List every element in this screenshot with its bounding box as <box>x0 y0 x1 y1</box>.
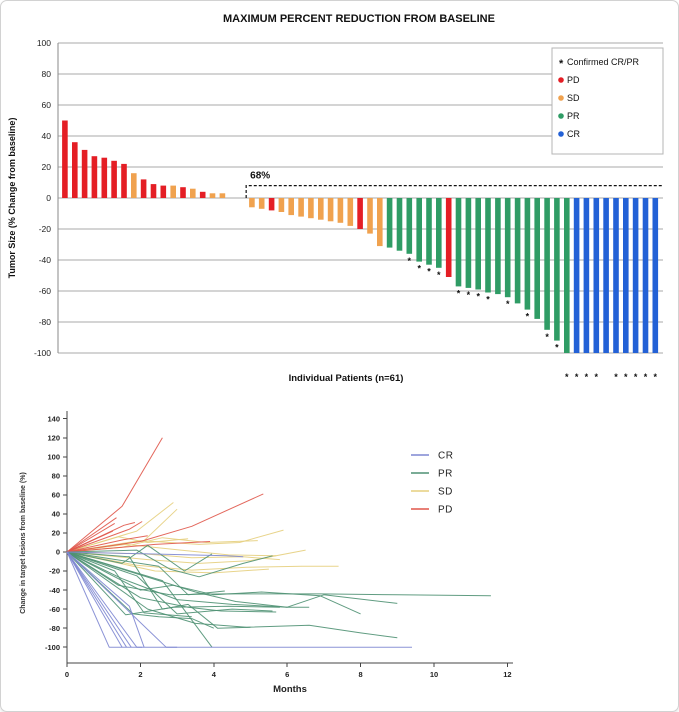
patient-bar-sd <box>338 198 344 223</box>
spider-legend <box>411 451 453 516</box>
patient-bar-sd <box>131 173 137 198</box>
annotation-text: 68% <box>250 170 271 182</box>
y-tick-label: 120 <box>47 433 60 443</box>
patient-bar-sd <box>249 198 255 207</box>
patient-bar-pd <box>102 158 108 198</box>
patient-bar-sd <box>259 198 265 209</box>
confirmed-asterisk: * <box>525 311 530 322</box>
y-tick-label: -60 <box>38 286 51 296</box>
confirmed-asterisk: * <box>653 372 658 382</box>
y-tick-label: 40 <box>41 131 51 141</box>
legend-asterisk-icon: * <box>559 58 564 70</box>
y-tick-label: -20 <box>49 566 60 576</box>
patient-bar-sd <box>298 198 304 217</box>
patient-bar-pd <box>200 192 206 198</box>
patient-bar-sd <box>318 198 324 220</box>
patient-bar-sd <box>288 198 294 215</box>
legend-label: PD <box>438 504 453 516</box>
confirmed-asterisk: * <box>574 372 579 382</box>
legend-dot-icon <box>558 113 564 119</box>
patient-bar-pd <box>357 198 363 229</box>
confirmed-asterisk: * <box>407 255 412 266</box>
patient-bar-pd <box>72 142 78 198</box>
patient-bar-pr <box>485 198 491 293</box>
patient-bar-pd <box>151 184 157 198</box>
y-tick-label: -100 <box>44 642 60 652</box>
confirmed-asterisk: * <box>456 288 461 299</box>
annotation-dashed-line <box>246 186 663 198</box>
confirmed-asterisk: * <box>417 263 421 274</box>
patient-bar-sd <box>220 193 226 198</box>
y-tick-label: -100 <box>33 348 51 358</box>
patient-bar-pr <box>426 198 432 265</box>
x-tick-label: 6 <box>285 670 290 679</box>
x-tick-label: 2 <box>138 670 143 679</box>
confirmed-asterisk: * <box>624 372 628 382</box>
x-tick-label: 10 <box>429 670 439 679</box>
confirmed-asterisk: * <box>427 266 431 277</box>
y-tick-label: 80 <box>51 471 60 481</box>
patient-bar-pr <box>475 198 481 290</box>
patient-bar-sd <box>308 198 314 218</box>
y-tick-label: -40 <box>38 255 51 265</box>
patient-bar-pr <box>534 198 540 319</box>
y-tick-label: 20 <box>51 528 60 538</box>
patient-bar-pd <box>141 179 147 198</box>
patient-bar-pr <box>466 198 472 288</box>
spider-plot-chart <box>1 393 679 712</box>
patient-bar-sd <box>328 198 334 221</box>
patient-bar-cr <box>574 198 580 353</box>
patient-bar-pd <box>161 186 167 198</box>
patient-bar-cr <box>584 198 590 353</box>
patient-bar-pr <box>397 198 403 251</box>
patient-bar-sd <box>367 198 373 234</box>
waterfall-chart <box>1 1 679 393</box>
confirmed-asterisk: * <box>545 331 549 342</box>
patient-bar-pd <box>62 121 68 199</box>
patient-bar-pr <box>436 198 442 268</box>
patient-bar-pd <box>121 164 127 198</box>
patient-bar-pd <box>82 150 88 198</box>
y-tick-label: 60 <box>41 100 51 110</box>
confirmed-asterisk: * <box>505 299 510 310</box>
patient-bar-pr <box>564 198 570 353</box>
patient-bar-pr <box>505 198 511 297</box>
patient-bar-pd <box>92 156 98 198</box>
patient-line-pr <box>67 552 225 595</box>
patient-bar-cr <box>603 198 609 353</box>
legend-label: PD <box>567 75 580 85</box>
patient-bar-cr <box>643 198 649 353</box>
waterfall-bars <box>62 121 658 354</box>
patient-bar-cr <box>633 198 639 353</box>
patient-bar-sd <box>190 189 196 198</box>
patient-bar-cr <box>613 198 619 353</box>
patient-bar-pd <box>180 187 186 198</box>
x-tick-label: 8 <box>358 670 363 679</box>
y-axis-title: Change in target lesions from baseline (%) <box>20 472 27 614</box>
x-axis-title: Individual Patients (n=61) <box>288 373 404 384</box>
patient-bar-sd <box>170 186 176 198</box>
y-tick-label: 20 <box>41 162 51 172</box>
patient-bar-pr <box>515 198 521 303</box>
confirmed-asterisk: * <box>466 289 471 300</box>
patient-bar-pr <box>416 198 422 262</box>
confirmed-asterisk: * <box>643 372 648 382</box>
patient-bar-sd <box>210 193 216 198</box>
confirmed-asterisk: * <box>476 291 480 302</box>
confirmed-asterisk: * <box>594 372 599 382</box>
patient-bar-cr <box>623 198 629 353</box>
patient-bar-pd <box>446 198 452 277</box>
patient-bar-pr <box>387 198 393 248</box>
patient-bar-sd <box>348 198 354 226</box>
patient-bar-pr <box>544 198 550 330</box>
legend-label: PR <box>438 468 453 480</box>
confirmed-asterisk: * <box>486 294 490 305</box>
legend-label: PR <box>567 111 580 121</box>
patient-bar-pr <box>525 198 531 310</box>
patient-bar-cr <box>653 198 659 353</box>
y-tick-label: 140 <box>47 414 60 424</box>
patient-bar-cr <box>594 198 600 353</box>
confirmed-asterisk: * <box>633 372 638 382</box>
patient-bar-pr <box>407 198 413 254</box>
legend-dot-icon <box>558 77 564 83</box>
patient-bar-pd <box>111 161 117 198</box>
patient-bar-pr <box>554 198 560 341</box>
y-tick-label: -20 <box>38 224 51 234</box>
legend-label: Confirmed CR/PR <box>567 57 640 67</box>
patient-bar-pr <box>495 198 501 294</box>
confirmed-asterisk: * <box>614 372 618 382</box>
confirmed-asterisk: * <box>555 342 559 353</box>
legend-dot-icon <box>558 131 564 137</box>
legend-label: CR <box>438 450 454 462</box>
annotation-68pct <box>246 171 663 198</box>
y-tick-label: -60 <box>49 604 60 614</box>
x-axis-title: Months <box>273 684 307 695</box>
waterfall-legend <box>552 48 663 154</box>
x-tick-label: 0 <box>64 670 70 679</box>
legend-label: CR <box>567 129 580 139</box>
patient-bar-sd <box>279 198 285 212</box>
x-tick-label: 12 <box>503 670 512 679</box>
y-tick-label: 80 <box>41 69 51 79</box>
confirmed-markers <box>408 256 658 382</box>
y-tick-label: -40 <box>49 585 60 595</box>
x-tick-label: 4 <box>211 670 216 679</box>
y-tick-label: 0 <box>46 193 51 203</box>
chart-title: MAXIMUM PERCENT REDUCTION FROM BASELINE <box>223 13 495 25</box>
patient-bar-pd <box>269 198 275 210</box>
legend-dot-icon <box>558 95 564 101</box>
confirmed-asterisk: * <box>437 269 441 280</box>
patient-bar-sd <box>377 198 383 246</box>
y-tick-label: 100 <box>36 38 51 48</box>
y-axis-title: Tumor Size (% Change from baseline) <box>7 117 17 279</box>
patient-bar-pr <box>456 198 462 286</box>
confirmed-asterisk: * <box>584 372 589 382</box>
legend-label: SD <box>567 93 580 103</box>
confirmed-asterisk: * <box>565 372 569 382</box>
y-tick-label: 60 <box>51 490 60 500</box>
y-tick-label: -80 <box>49 623 60 633</box>
y-tick-label: 40 <box>51 509 60 519</box>
y-tick-label: -80 <box>38 317 51 327</box>
legend-label: SD <box>438 486 453 498</box>
y-tick-label: 0 <box>55 547 60 557</box>
spider-series <box>67 438 491 647</box>
y-tick-label: 100 <box>47 452 60 462</box>
